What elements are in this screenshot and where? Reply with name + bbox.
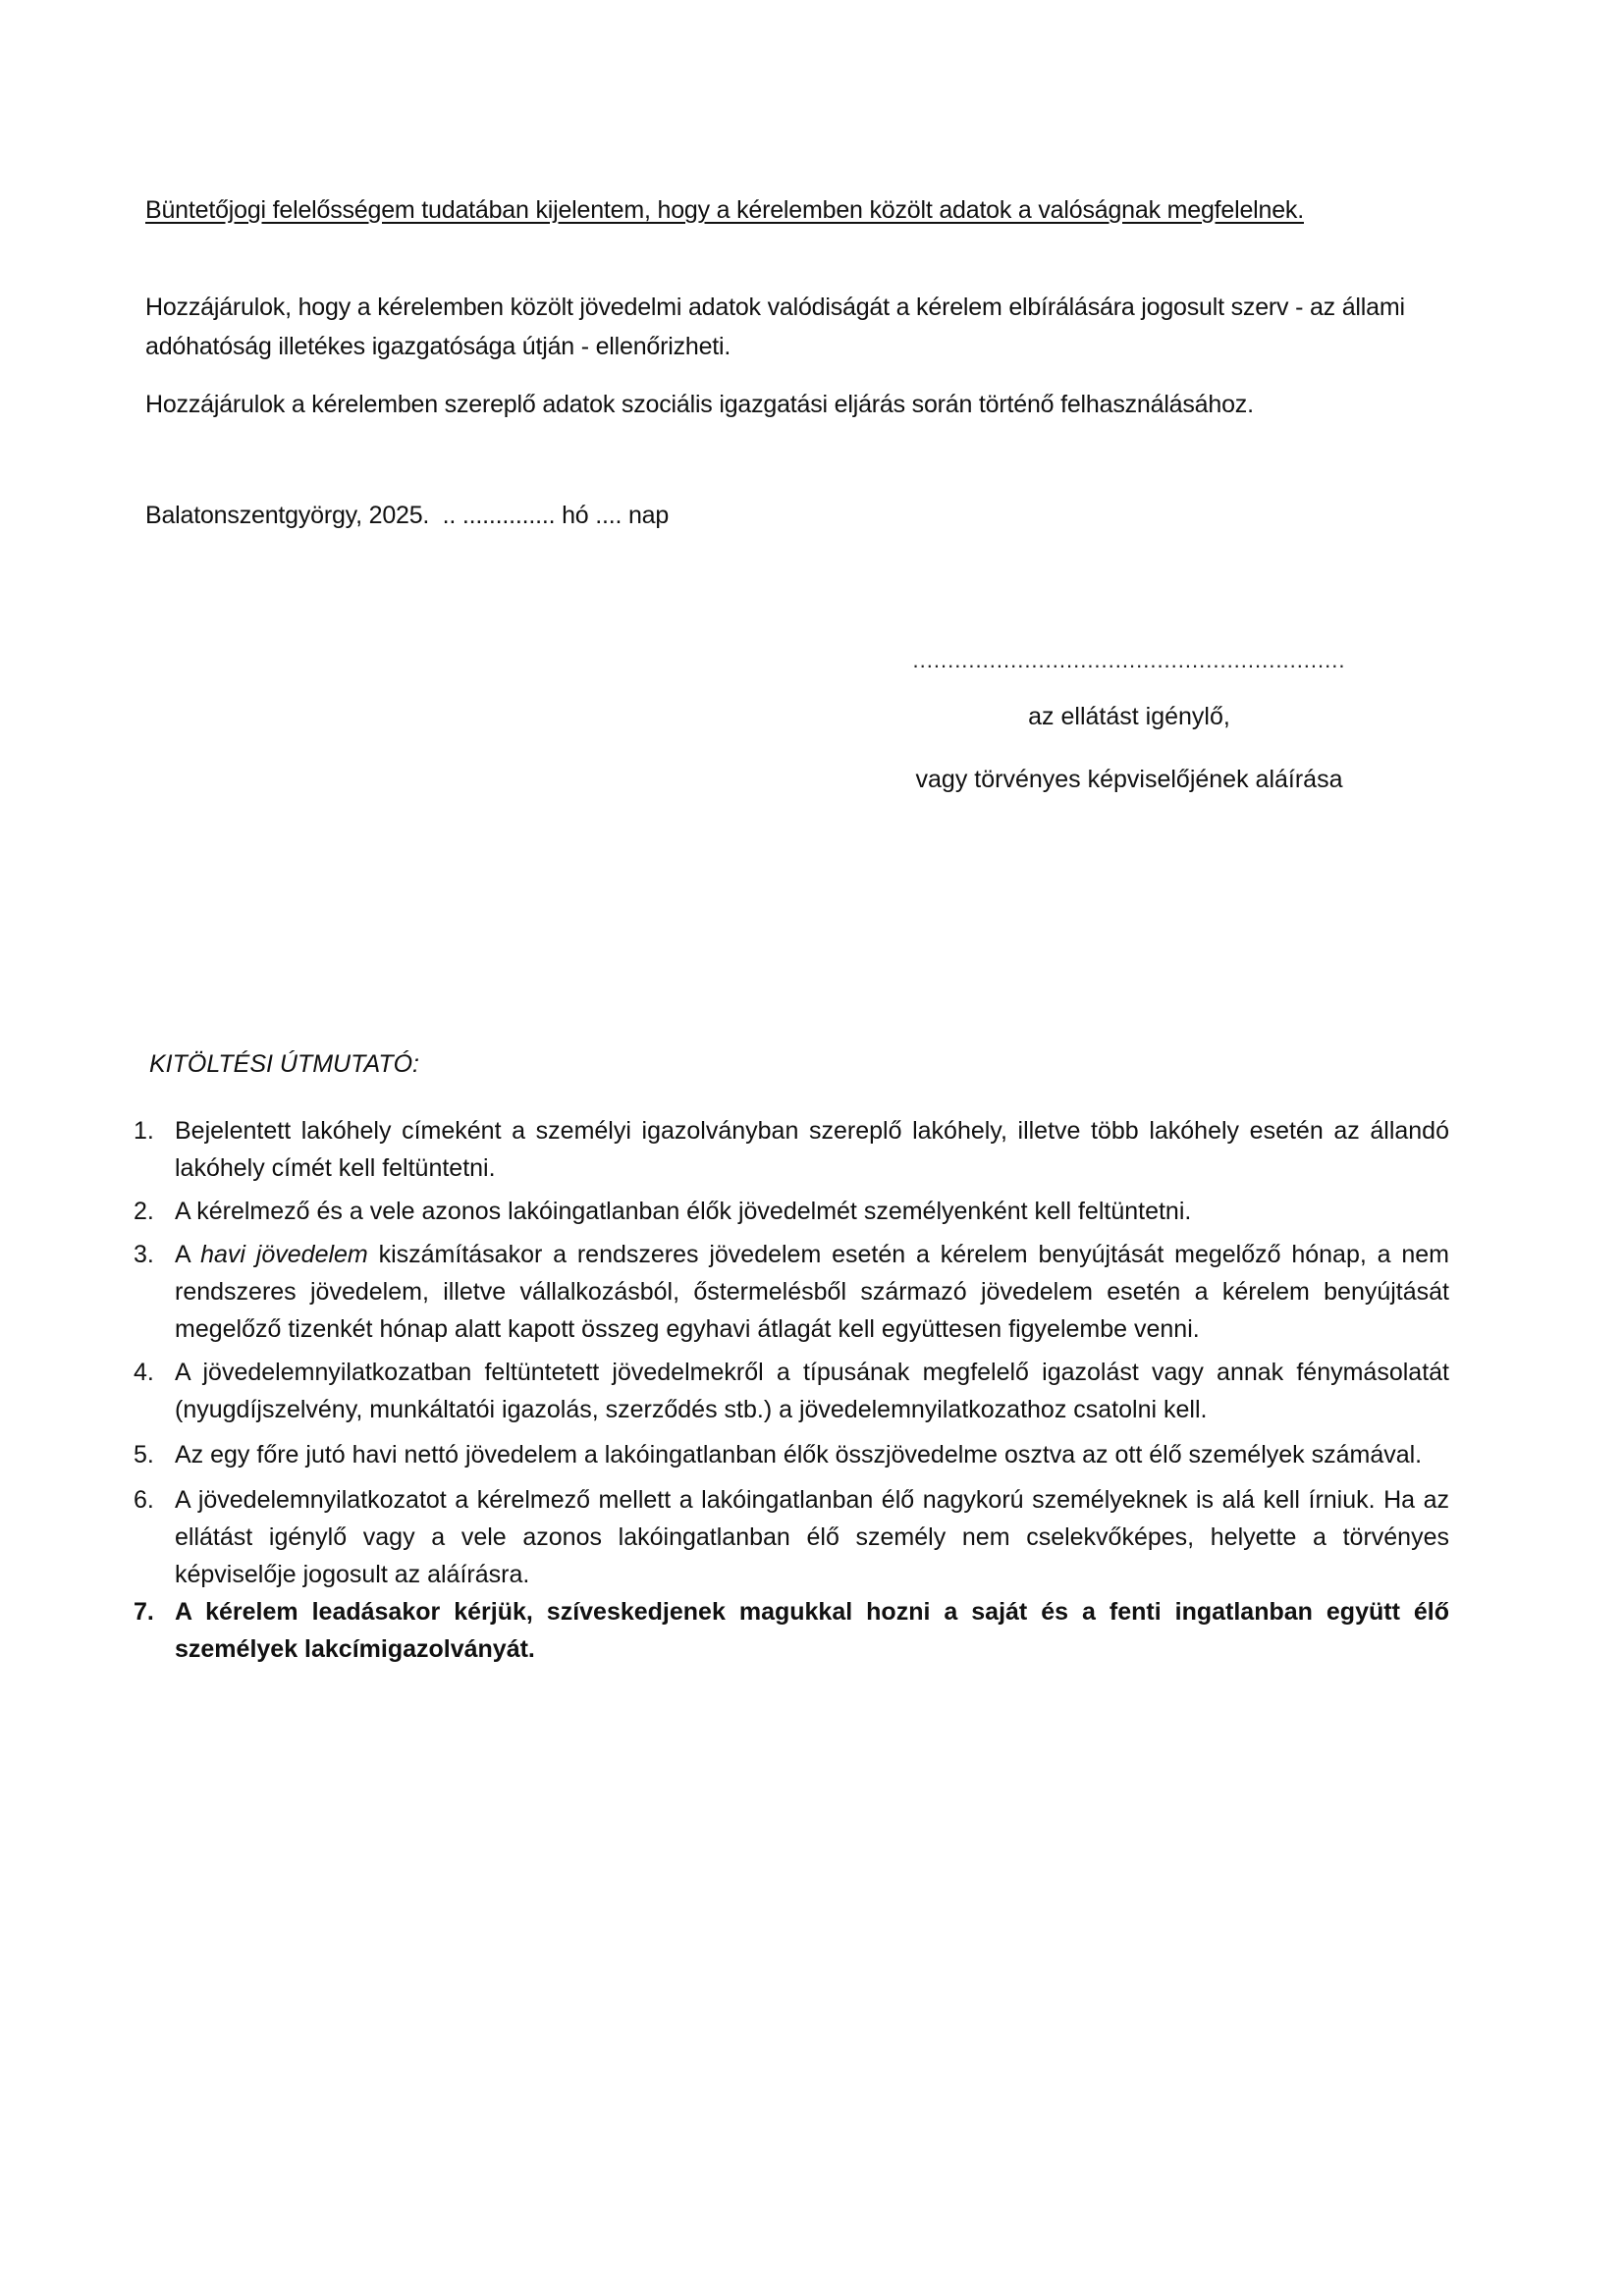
guide-item-number: 3. — [134, 1241, 154, 1268]
guide-item-number: 5. — [134, 1441, 154, 1468]
guide-item — [134, 1481, 1449, 1593]
guide-item-text: A kérelmező és a vele azonos lakóingatlanban élők jövedelmét személyenként kell feltüntetni. — [175, 1198, 1192, 1225]
guide-item — [134, 1193, 1449, 1230]
guide-item-emphasis: havi jövedelem — [200, 1241, 368, 1268]
guide-item — [134, 1436, 1449, 1473]
guide-item-text-prefix: A — [175, 1241, 201, 1268]
guide-item-number: 1. — [134, 1117, 154, 1145]
guide-item-text: A kérelem leadásakor kérjük, szíveskedjenek magukkal hozni a saját és a fenti ingatlanban együtt élő személyek lakcímigazolványát. — [175, 1598, 1449, 1663]
guide-item-text: A jövedelemnyilatkozatban feltüntetett jövedelmekről a típusának megfelelő igazolást vagy annak fénymásolatát (nyugdíjszelvény, munkáltatói igazolás, szerződés stb.) a jövedelemnyilatkozathoz csatolni kell. — [175, 1359, 1449, 1423]
guide-item-text: A jövedelemnyilatkozatot a kérelmező mellett a lakóingatlanban élő nagykorú személyeknek is alá kell írniuk. Ha az ellátást igénylő vagy a vele azonos lakóingatlanban élő személy nem cselekvőképes, helyette a törvényes képviselője jogosult az aláírásra. — [175, 1486, 1449, 1588]
place-date-line: Balatonszentgyörgy, 2025. .. .............. hó .... nap — [145, 502, 670, 529]
guide-item — [134, 1236, 1449, 1348]
guide-item-number: 4. — [134, 1359, 154, 1386]
guide-list — [134, 1112, 1449, 1674]
guide-item-number: 7. — [134, 1598, 154, 1626]
income-verification-consent: Hozzájárulok, hogy a kérelemben közölt jövedelmi adatok valódiságát a kérelem elbírálására jogosult szerv - az állami adóhatóság illetékes igazgatósága útján - ellenőrizheti. — [145, 294, 1405, 360]
guide-item-text: Az egy főre jutó havi nettó jövedelem a lakóingatlanban élők összjövedelme osztva az ott élő személyek számával. — [175, 1441, 1423, 1468]
guide-item-text: Bejelentett lakóhely címeként a személyi igazolványban szereplő lakóhely, illetve több lakóhely esetén az állandó lakóhely címét kell feltüntetni. — [175, 1117, 1449, 1182]
guide-item-text: kiszámításakor a rendszeres jövedelem esetén a kérelem benyújtását megelőző hónap, a nem rendszeres jövedelem, illetve vállalkozásból, őstermelésből származó jövedelem esetén a kérelem benyújtását megelőző tizenkét hónap alatt kapott összeg egyhavi átlagát kell együttesen figyelembe venni. — [175, 1241, 1449, 1343]
guide-item-number: 2. — [134, 1198, 154, 1225]
criminal-liability-statement: Büntetőjogi felelősségem tudatában kijelentem, hogy a kérelemben közölt adatok a valóságnak megfelelnek. — [145, 196, 1304, 224]
guide-item-number: 6. — [134, 1486, 154, 1514]
guide-item — [134, 1354, 1449, 1428]
signature-line: .............................................................. — [912, 648, 1346, 672]
data-use-consent: Hozzájárulok a kérelemben szereplő adatok szociális igazgatási eljárás során történő felhasználásához. — [145, 391, 1254, 418]
guide-item — [134, 1112, 1449, 1187]
guide-item — [134, 1593, 1449, 1668]
signature-caption-representative: vagy törvényes képviselőjének aláírása — [915, 766, 1343, 793]
signature-caption-applicant: az ellátást igénylő, — [1028, 703, 1230, 730]
guide-heading: KITÖLTÉSI ÚTMUTATÓ: — [149, 1050, 419, 1078]
